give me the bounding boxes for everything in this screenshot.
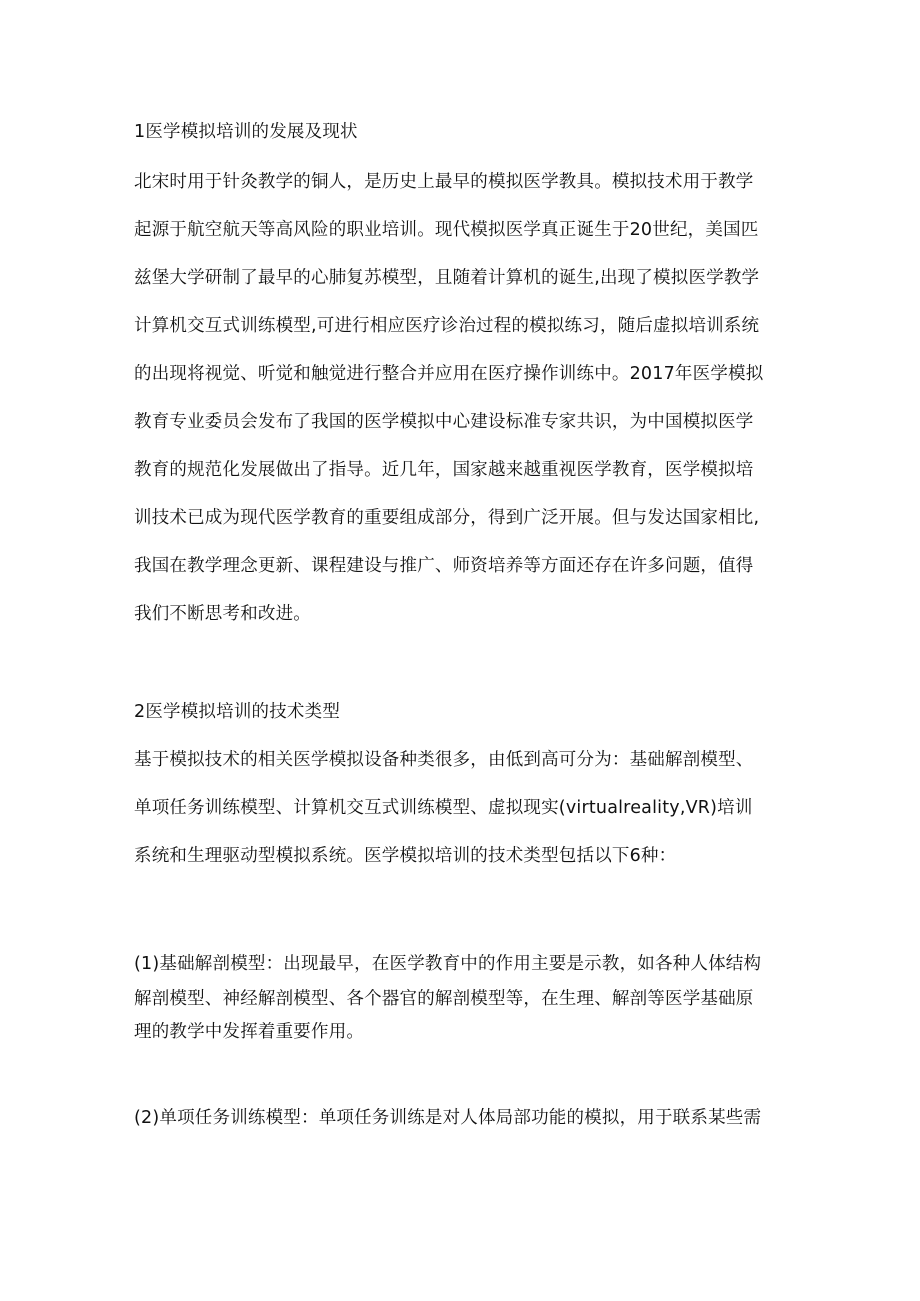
- item-1-line-2: 解剖模型、神经解剖模型、各个器官的解剖模型等，在生理、解剖等医学基础原: [134, 989, 754, 1009]
- section-1-line-1: 北宋时用于针灸教学的铜人，是历史上最早的模拟医学教具。模拟技术用于教学: [134, 172, 754, 192]
- section-2-heading: 2医学模拟培训的技术类型: [134, 702, 341, 722]
- section-1-line-8: 训技术已成为现代医学教育的重要组成部分，得到广泛开展。但与发达国家相比,: [134, 508, 760, 528]
- section-1-line-6: 教育专业委员会发布了我国的医学模拟中心建设标准专家共识，为中国模拟医学: [134, 412, 754, 432]
- section-1-line-5: 的出现将视觉、听觉和触觉进行整合并应用在医疗操作训练中。2017年医学模拟: [134, 364, 764, 384]
- section-1-line-4: 计算机交互式训练模型,可进行相应医疗诊治过程的模拟练习，随后虚拟培训系统: [134, 316, 760, 336]
- item-1-line-1: (1)基础解剖模型：出现最早，在医学教育中的作用主要是示教，如各种人体结构: [134, 954, 762, 974]
- section-1-line-7: 教育的规范化发展做出了指导。近几年，国家越来越重视医学教育，医学模拟培: [134, 460, 754, 480]
- section-1-line-3: 兹堡大学研制了最早的心肺复苏模型，且随着计算机的诞生,出现了模拟医学教学: [134, 268, 760, 288]
- section-2-line-3: 系统和生理驱动型模拟系统。医学模拟培训的技术类型包括以下6种：: [134, 846, 677, 866]
- item-2-line-1: (2)单项任务训练模型：单项任务训练是对人体局部功能的模拟，用于联系某些需: [134, 1108, 762, 1128]
- section-2-line-1: 基于模拟技术的相关医学模拟设备种类很多，由低到高可分为：基础解剖模型、: [134, 750, 754, 770]
- section-2-line-2: 单项任务训练模型、计算机交互式训练模型、虚拟现实(virtualreality,VR)培训: [134, 798, 753, 818]
- section-1-line-2: 起源于航空航天等高风险的职业培训。现代模拟医学真正诞生于20世纪，美国匹: [134, 220, 759, 240]
- section-1-heading: 1医学模拟培训的发展及现状: [134, 122, 358, 142]
- item-1-line-3: 理的教学中发挥着重要作用。: [134, 1022, 365, 1042]
- section-1-line-10: 我们不断思考和改进。: [134, 604, 311, 624]
- section-1-line-9: 我国在教学理念更新、课程建设与推广、师资培养等方面还存在许多问题，值得: [134, 556, 754, 576]
